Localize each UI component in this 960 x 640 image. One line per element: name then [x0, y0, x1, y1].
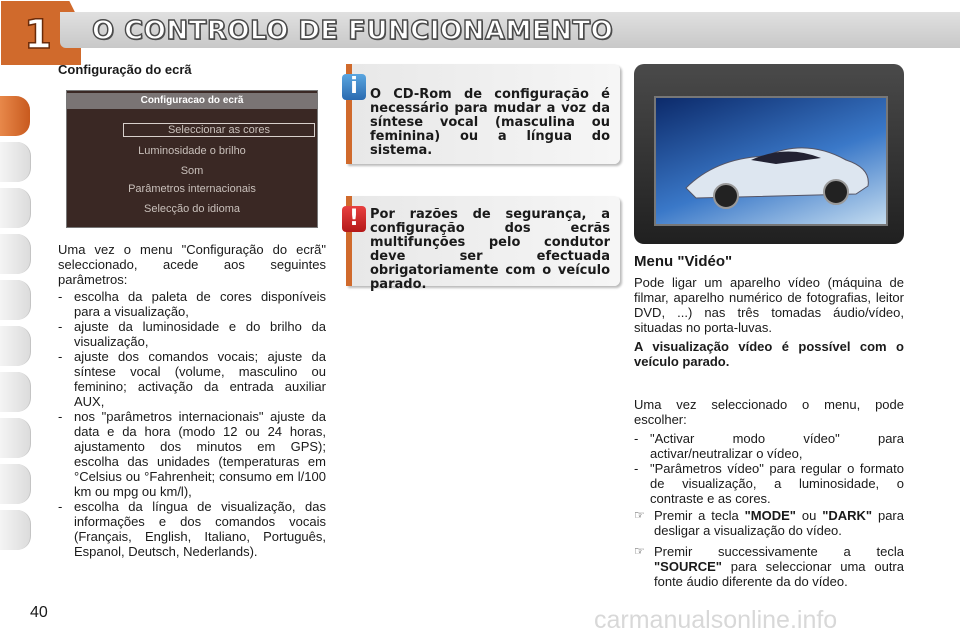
- mode-key-label: "MODE": [744, 508, 796, 523]
- parameter-list: [58, 289, 326, 559]
- side-tab-6[interactable]: [0, 326, 31, 366]
- menu-item: Som: [180, 165, 204, 177]
- menu-item-selected: Seleccionar as cores: [123, 123, 315, 137]
- list-item: [634, 508, 904, 538]
- multifunction-display-image: [634, 64, 904, 244]
- side-tab-2[interactable]: [0, 142, 31, 182]
- text: Premir successivamente a tecla: [654, 544, 904, 559]
- menu-screen-title: Configuracao do ecrã: [67, 93, 317, 109]
- side-tab-1[interactable]: [0, 96, 30, 136]
- side-tab-9[interactable]: [0, 464, 31, 504]
- list-item: [634, 544, 904, 589]
- list-item: - ajuste dos comandos vocais; ajuste da síntese vocal (volume, masculino ou feminino; activação da entrada auxiliar AUX,: [58, 349, 326, 409]
- list-item: - escolha da paleta de cores disponíveis para a visualização,: [58, 289, 326, 319]
- left-body-text: [58, 242, 326, 559]
- intro-paragraph: Uma vez o menu "Configuração do ecrã" seleccionado, acede aos seguintes parâmetros:: [58, 242, 326, 287]
- hand-pointer-icon: ☞: [634, 508, 645, 522]
- car-illustration: [656, 98, 886, 224]
- warning-note: [346, 196, 620, 292]
- page-number: 40: [30, 604, 48, 621]
- menu-item: Luminosidade o brilho: [138, 145, 246, 157]
- list-item: - nos "parâmetros internacionais" ajuste da data e da hora (modo 12 ou 24 horas, ajustamento dos minutos em GPS); escolha das unidades (temperaturas em °Celsius ou °Fahrenheit; consumo em l/100 km ou mpg ou km/l),: [58, 409, 326, 499]
- info-note-text: O CD-Rom de configuração é necessário para mudar a voz da síntese vocal (masculina ou feminina) ou a língua do sistema.: [370, 87, 610, 158]
- list-item: - ajuste da luminosidade e do brilho da visualização,: [58, 319, 326, 349]
- list-item: - escolha da língua de visualização, das informações e dos comandos vocais (Français, English, Italiano, Português, Espanol, Deutsch, Nederlands).: [58, 499, 326, 559]
- text: ou: [795, 508, 823, 523]
- dark-key-label: "DARK": [822, 508, 873, 523]
- watermark: carmanualsonline.info: [594, 606, 838, 634]
- info-note: [346, 64, 620, 164]
- video-safety-note: A visualização vídeo é possível com o veículo parado.: [634, 339, 904, 369]
- side-tab-8[interactable]: [0, 418, 31, 458]
- side-tab-rail: [0, 66, 40, 586]
- warning-note-text: Por razões de segurança, a configuração dos ecrãs multifunções pelo condutor deve ser efectuada obrigatoriamente com o veículo parado.: [370, 207, 610, 292]
- source-key-label: "SOURCE": [654, 559, 722, 574]
- menu-item: Selecção do idioma: [143, 203, 240, 215]
- side-tab-5[interactable]: [0, 280, 31, 320]
- info-icon: i: [342, 74, 366, 100]
- section-heading: Configuração do ecrã: [58, 62, 192, 77]
- right-column: [634, 254, 904, 589]
- video-paragraph: Pode ligar um aparelho vídeo (máquina de filmar, aparelho numérico de fotografias, leitor DVD, ...) nas três tomadas áudio/vídeo, situadas no porta-luvas.: [634, 275, 904, 335]
- video-option-list: [634, 431, 904, 589]
- warning-icon: !: [342, 206, 366, 232]
- text: para desligar a visualização do vídeo.: [654, 508, 904, 538]
- side-tab-10[interactable]: [0, 510, 31, 550]
- text: Premir a tecla: [654, 508, 745, 523]
- menu-screen-image: [66, 90, 318, 228]
- side-tab-3[interactable]: [0, 188, 31, 228]
- video-options-intro: Uma vez seleccionado o menu, pode escolher:: [634, 397, 904, 427]
- side-tab-4[interactable]: [0, 234, 31, 274]
- hand-pointer-icon: ☞: [634, 544, 645, 558]
- video-menu-heading: Menu "Vidéo": [634, 253, 733, 270]
- page-title: O CONTROLO DE FUNCIONAMENTO: [92, 16, 614, 46]
- side-tab-7[interactable]: [0, 372, 31, 412]
- chapter-number: 1: [24, 12, 52, 58]
- list-item: - "Parâmetros vídeo" para regular o formato de visualização, a luminosidade, o contraste e as cores.: [634, 461, 904, 506]
- text: para seleccionar uma outra fonte áudio diferente da do vídeo.: [654, 559, 904, 589]
- menu-item: Parâmetros internacionais: [128, 183, 256, 195]
- display-screen: [654, 96, 888, 226]
- list-item: - "Activar modo vídeo" para activar/neutralizar o vídeo,: [634, 431, 904, 461]
